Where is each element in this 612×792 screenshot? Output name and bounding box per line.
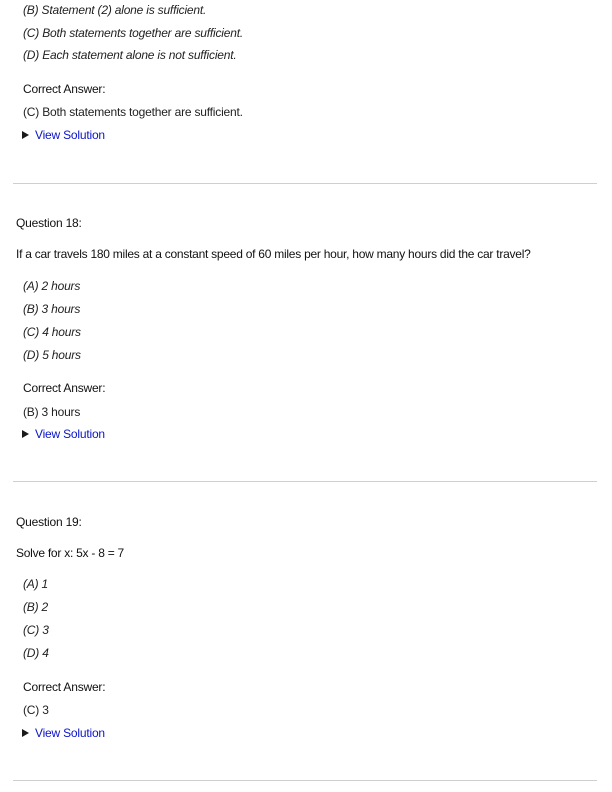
option-d: (D) 5 hours [23, 348, 81, 362]
triangle-right-icon [22, 430, 29, 438]
view-solution-link[interactable] [22, 128, 105, 142]
option-c: (C) 4 hours [23, 325, 81, 339]
section-divider [13, 481, 597, 482]
view-solution-label: View Solution [35, 726, 105, 740]
view-solution-link[interactable] [22, 726, 105, 740]
option-c: (C) 3 [23, 623, 49, 637]
option-a: (A) 1 [23, 577, 49, 591]
correct-answer-label: Correct Answer: [23, 680, 106, 694]
section-divider [13, 183, 597, 184]
view-solution-link[interactable] [22, 427, 105, 441]
question-19-heading: Question 19: [16, 515, 82, 529]
correct-answer-label: Correct Answer: [23, 381, 106, 395]
option-c: (C) Both statements together are sufficient. [23, 26, 243, 40]
triangle-right-icon [22, 729, 29, 737]
option-d: (D) Each statement alone is not sufficient. [23, 48, 237, 62]
question-18-text: If a car travels 180 miles at a constant speed of 60 miles per hour, how many hours did the car travel? [16, 247, 531, 261]
correct-answer-label: Correct Answer: [23, 82, 106, 96]
option-a: (A) 2 hours [23, 279, 81, 293]
option-b: (B) Statement (2) alone is sufficient. [23, 3, 207, 17]
correct-answer-value: (B) 3 hours [23, 405, 81, 419]
option-b: (B) 2 [23, 600, 49, 614]
option-d: (D) 4 [23, 646, 49, 660]
question-18-heading: Question 18: [16, 216, 82, 230]
triangle-right-icon [22, 131, 29, 139]
view-solution-label: View Solution [35, 427, 105, 441]
question-19-text: Solve for x: 5x - 8 = 7 [16, 546, 124, 560]
option-b: (B) 3 hours [23, 302, 81, 316]
correct-answer-value: (C) Both statements together are sufficient. [23, 105, 243, 119]
section-divider [13, 780, 597, 781]
correct-answer-value: (C) 3 [23, 703, 49, 717]
view-solution-label: View Solution [35, 128, 105, 142]
